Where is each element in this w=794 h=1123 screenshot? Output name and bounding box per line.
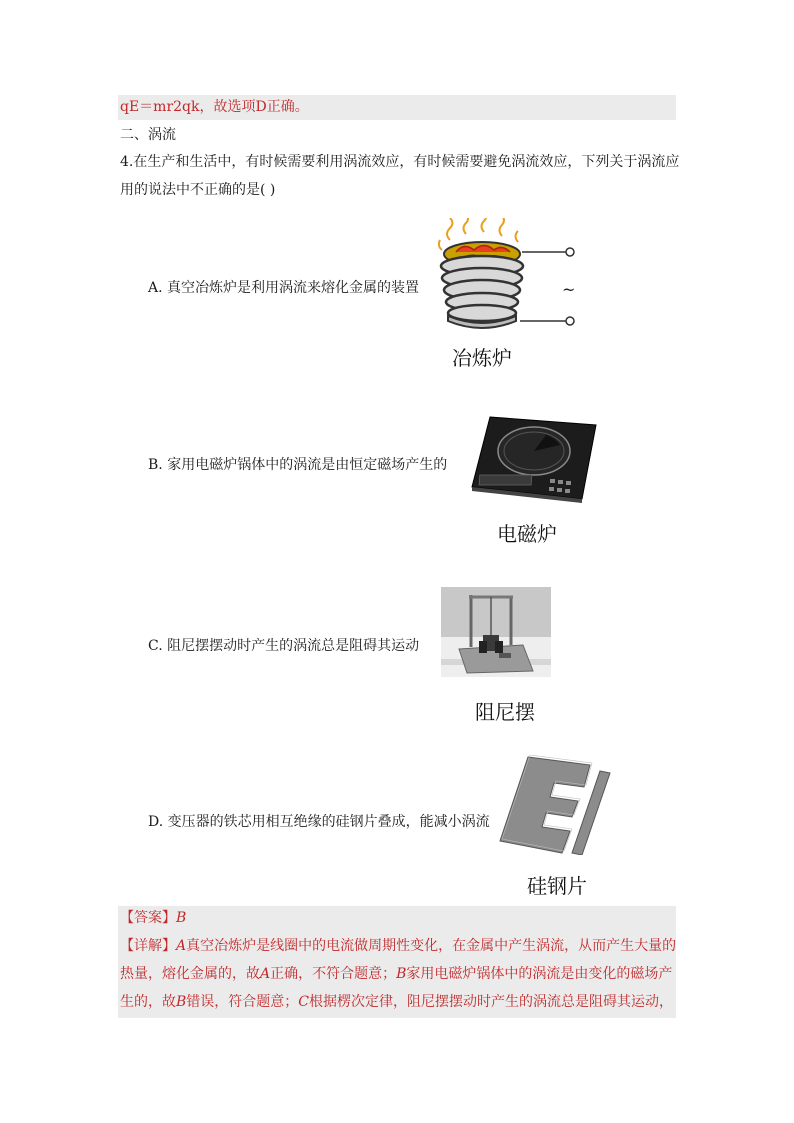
furnace-caption: 冶炼炉 bbox=[452, 346, 512, 370]
ac-symbol: ~ bbox=[562, 280, 576, 299]
explanation-tag: 【详解】 bbox=[120, 938, 176, 954]
explanation-line-2: 热量，熔化金属的，故A正确，不符合题意；B家用电磁炉锅体中的涡流是由变化的磁场产 bbox=[120, 966, 673, 982]
option-d bbox=[148, 812, 490, 832]
option-b bbox=[148, 455, 447, 475]
question-line-1: 4.在生产和生活中，有时候需要利用涡流效应，有时候需要避免涡流效应，下列关于涡流应 bbox=[120, 154, 680, 170]
option-c-label: C. bbox=[148, 638, 163, 654]
option-c-text: 阻尼摆摆动时产生的涡流总是阻碍其运动 bbox=[167, 638, 420, 654]
option-a-text: 真空冶炼炉是利用涡流来熔化金属的装置 bbox=[167, 280, 420, 296]
induction-cooker-caption: 电磁炉 bbox=[497, 522, 557, 546]
explanation-line-1: 【详解】A真空冶炼炉是线圈中的电流做周期性变化，在金属中产生涡流，从而产生大量的 bbox=[120, 938, 677, 954]
explanation-line-3: 生的，故B错误，符合题意；C根据楞次定律，阻尼摆摆动时产生的涡流总是阻碍其运动， bbox=[120, 994, 674, 1010]
option-b-label: B. bbox=[148, 457, 163, 473]
furnace-illustration bbox=[432, 218, 582, 333]
top-line-text: qE＝mr2qk，故选项D正确。 bbox=[120, 99, 309, 115]
option-a-label: A. bbox=[148, 280, 163, 296]
question-line-2: 用的说法中不正确的是( ) bbox=[120, 182, 276, 198]
silicon-steel-caption: 硅钢片 bbox=[527, 874, 587, 898]
option-a bbox=[148, 278, 419, 298]
section-title: 二、涡流 bbox=[120, 127, 176, 143]
induction-cooker-illustration bbox=[470, 415, 600, 505]
damping-pendulum-caption: 阻尼摆 bbox=[475, 700, 535, 724]
answer-tag: 【答案】 bbox=[120, 910, 176, 926]
silicon-steel-illustration bbox=[498, 755, 616, 855]
damping-pendulum-illustration bbox=[441, 587, 551, 677]
option-d-text: 变压器的铁芯用相互绝缘的硅钢片叠成，能减小涡流 bbox=[167, 814, 490, 830]
answer-line bbox=[120, 908, 186, 928]
answer-block bbox=[118, 906, 676, 1018]
answer-value: B bbox=[176, 910, 187, 926]
option-d-label: D. bbox=[148, 814, 164, 830]
option-c bbox=[148, 636, 419, 656]
option-b-text: 家用电磁炉锅体中的涡流是由恒定磁场产生的 bbox=[167, 457, 448, 473]
